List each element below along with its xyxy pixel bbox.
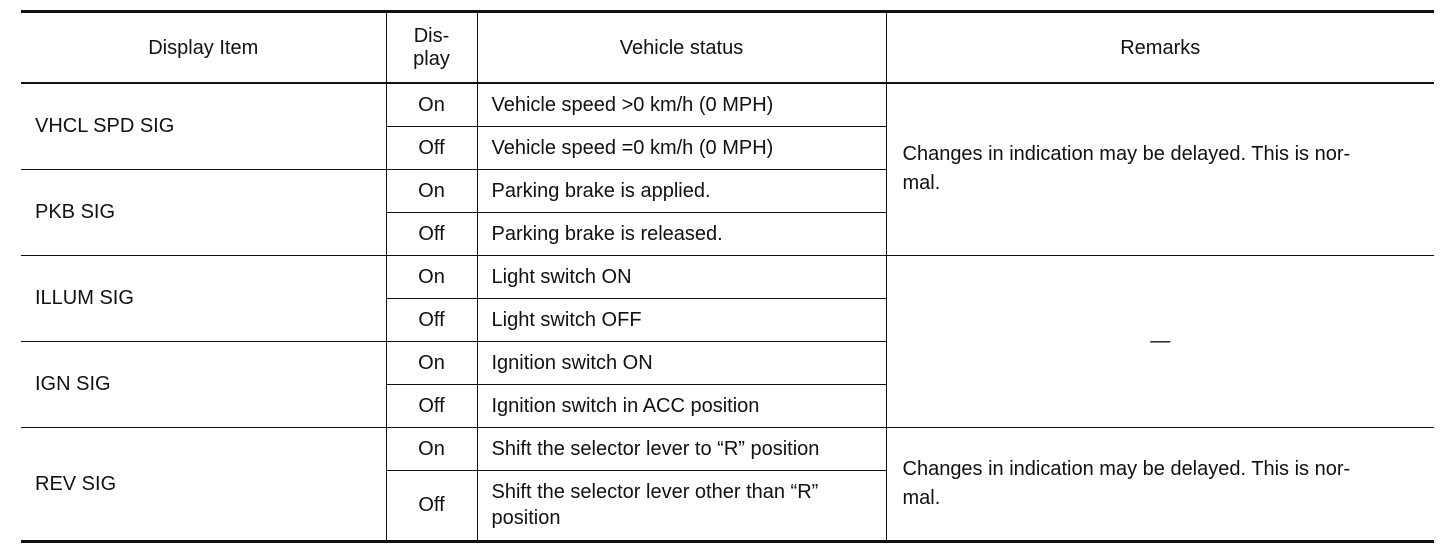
header-display-text: Dis- play (413, 24, 450, 70)
remarks-cell-group3 (886, 427, 1434, 541)
header-remarks: Remarks (886, 12, 1434, 84)
vehicle-status-cell: Light switch ON (477, 255, 886, 298)
display-item-illum-sig: ILLUM SIG (21, 255, 386, 341)
display-value-off: Off (386, 470, 477, 541)
table-header-row (21, 12, 1434, 84)
display-item-pkb-sig: PKB SIG (21, 169, 386, 255)
display-item-ign-sig: IGN SIG (21, 341, 386, 427)
remarks-cell-group1 (886, 83, 1434, 255)
vehicle-status-cell: Ignition switch ON (477, 341, 886, 384)
vehicle-status-cell: Light switch OFF (477, 298, 886, 341)
table-row (21, 83, 1434, 126)
header-vehicle-status: Vehicle status (477, 12, 886, 84)
display-item-rev-sig: REV SIG (21, 427, 386, 541)
vehicle-status-cell: Ignition switch in ACC position (477, 384, 886, 427)
vehicle-status-cell: Shift the selector lever to “R” position (477, 427, 886, 470)
display-value-off: Off (386, 212, 477, 255)
display-value-on: On (386, 341, 477, 384)
display-value-off: Off (386, 298, 477, 341)
header-display-item: Display Item (21, 12, 386, 84)
display-value-off: Off (386, 126, 477, 169)
display-value-on: On (386, 169, 477, 212)
table-row (21, 427, 1434, 470)
vehicle-status-cell: Shift the selector lever other than “R” position (477, 470, 886, 541)
display-value-on: On (386, 255, 477, 298)
display-value-on: On (386, 83, 477, 126)
display-item-vhcl-spd-sig: VHCL SPD SIG (21, 83, 386, 169)
signal-display-table (21, 10, 1434, 543)
display-value-on: On (386, 427, 477, 470)
vehicle-status-cell: Parking brake is applied. (477, 169, 886, 212)
table-row (21, 255, 1434, 298)
remarks-text: Changes in indication may be delayed. This is nor- mal. (902, 143, 1351, 195)
display-value-off: Off (386, 384, 477, 427)
vehicle-status-cell: Vehicle speed =0 km/h (0 MPH) (477, 126, 886, 169)
remarks-cell-group2: — (886, 255, 1434, 427)
remarks-text: Changes in indication may be delayed. This is nor- mal. (902, 457, 1351, 509)
vehicle-status-cell: Parking brake is released. (477, 212, 886, 255)
vehicle-status-cell: Vehicle speed >0 km/h (0 MPH) (477, 83, 886, 126)
header-display (386, 12, 477, 84)
signal-table-container (21, 10, 1434, 543)
